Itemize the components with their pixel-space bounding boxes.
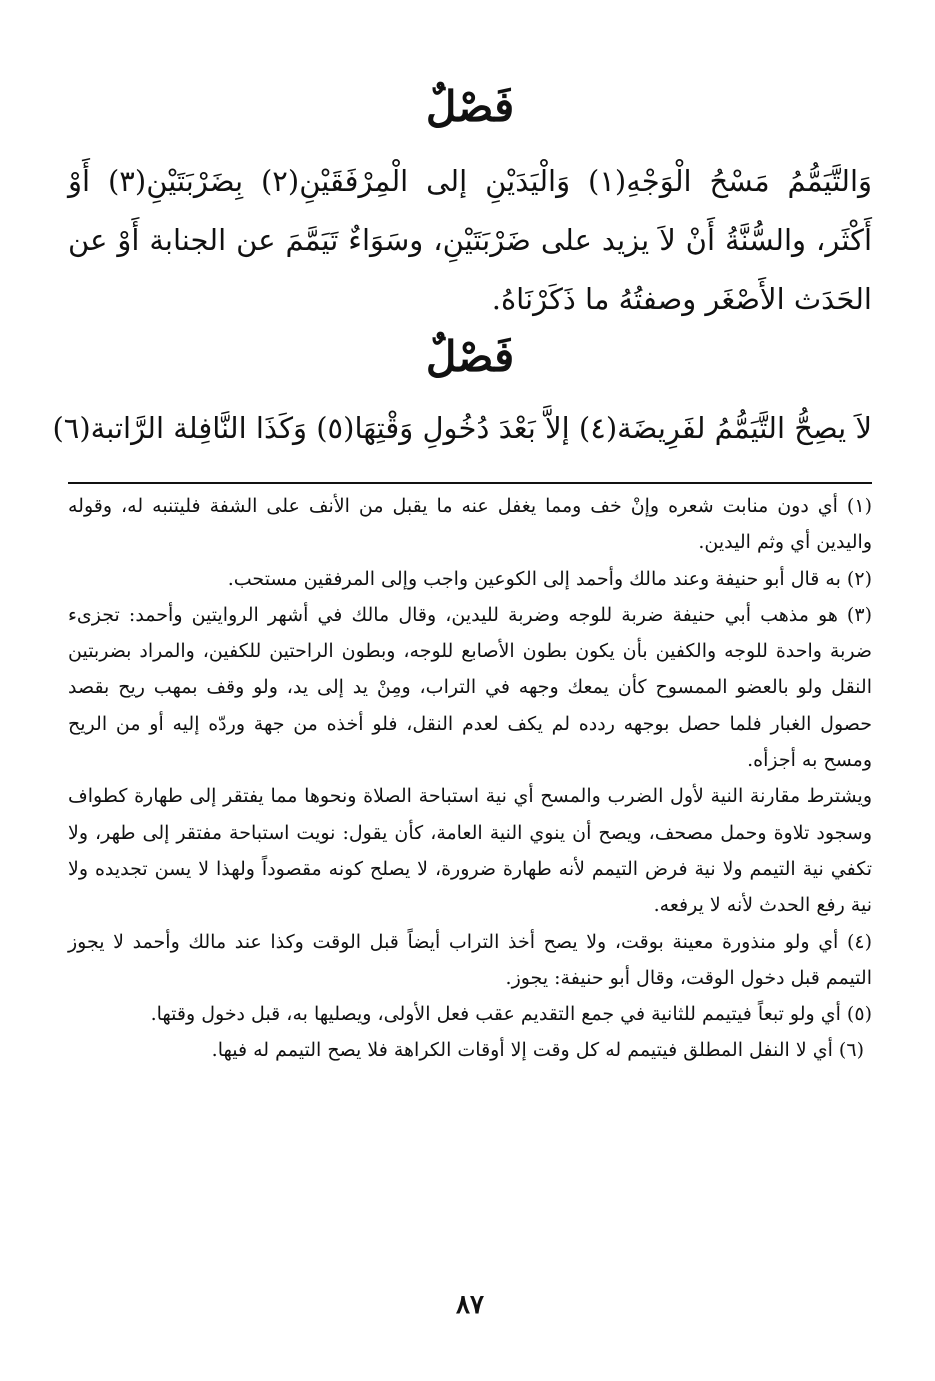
footnote: (٤) أي ولو منذورة معينة بوقت، ولا يصح أخذ التراب أيضاً قبل الوقت وكذا عند مالك وأحمد لا يجوز التيمم قبل دخول الوقت، وقال أبو حنيفة: يجوز. bbox=[68, 930, 872, 989]
footnote-divider bbox=[68, 482, 872, 484]
footnote: (١) أي دون منابت شعره وإنْ خف ومما يغفل عنه ما يقبل من الأنف على الشفة فليتنبه له، وقوله واليدين أي وثم اليدين. bbox=[68, 495, 872, 554]
section-heading: فَصْلٌ bbox=[425, 82, 515, 131]
footnote: (٢) به قال أبو حنيفة وعند مالك وأحمد إلى الكوعين واجب وإلى المرفقين مستحب. bbox=[227, 567, 872, 590]
footnote: (٥) أي ولو تبعاً فيتيمم للثانية في جمع التقديم عقب فعل الأولى، ويصليها به، قبل دخول وقتها. bbox=[150, 1003, 872, 1026]
section-body: وَالتَّيَمُّمُ مَسْحُ الْوَجْهِ(١) وَالْيَدَيْنِ إلى الْمِرْفَقَيْنِ(٢) بِضَرْبَتَيْنِ(٣) أَوْ أَكْثَر، والسُّنَّةُ أَنْ لاَ يزيد على ضَرْبَتَيْنِ، وسَوَاءٌ تَيَمَّمَ عن الجنابة أَوْ عن الحَدَث الأَصْغَر وصفتُهُ ما ذَكَرْنَاهُ. bbox=[68, 164, 872, 316]
footnotes bbox=[68, 488, 872, 1069]
footnote: ويشترط مقارنة النية لأول الضرب والمسح أي نية استباحة الصلاة ونحوها مما يفتقر إلى طهارة كطواف وسجود تلاوة وحمل مصحف، ويصح أن ينوي النية العامة، كأن يقول: نويت استباحة مفتقر إلى طهر، ولا تكفي نية التيمم ولا نية فرض التيمم لأنه طهارة ضرورة، لا يصلح كونه مقصوداً ولهذا لا يسن تجديده ولا نية رفع الحدث لأنه لا يرفعه. bbox=[68, 785, 872, 917]
footnote: (٦) أي لا النفل المطلق فيتيمم له كل وقت إلا أوقات الكراهة فلا يصح التيمم له فيها. bbox=[211, 1039, 864, 1062]
page-number: ٨٧ bbox=[456, 1290, 484, 1320]
section-heading: فَصْلٌ bbox=[425, 332, 515, 381]
footnote: (٣) هو مذهب أبي حنيفة ضربة للوجه وضربة لليدين، وقال مالك في أشهر الروايتين وأحمد: تجزىء ضربة واحدة للوجه والكفين بأن يكون بطون الأصابع للوجه، وبطون الراحتين للكفين، والمراد بضربتين النقل ولو بالعضو الممسوح كأن يمعك وجهه في التراب، ومِنْ يد إلى يد، ولو وقف بمهب ريح بقصد حصول الغبار فلما حصل بوجهه ردده لم يكف لعدم النقل، فلو أخذه من جهة وردّه إليه أو من الريح ومسح به أجزأه. bbox=[68, 603, 872, 772]
section-body: لاَ يصِحُّ التَّيَمُّمُ لفَرِيضَة(٤) إلاَّ بَعْدَ دُخُولِ وَقْتِهَا(٥) وَكَذَا النَّافِلة الرَّاتبة(٦) bbox=[52, 411, 872, 445]
